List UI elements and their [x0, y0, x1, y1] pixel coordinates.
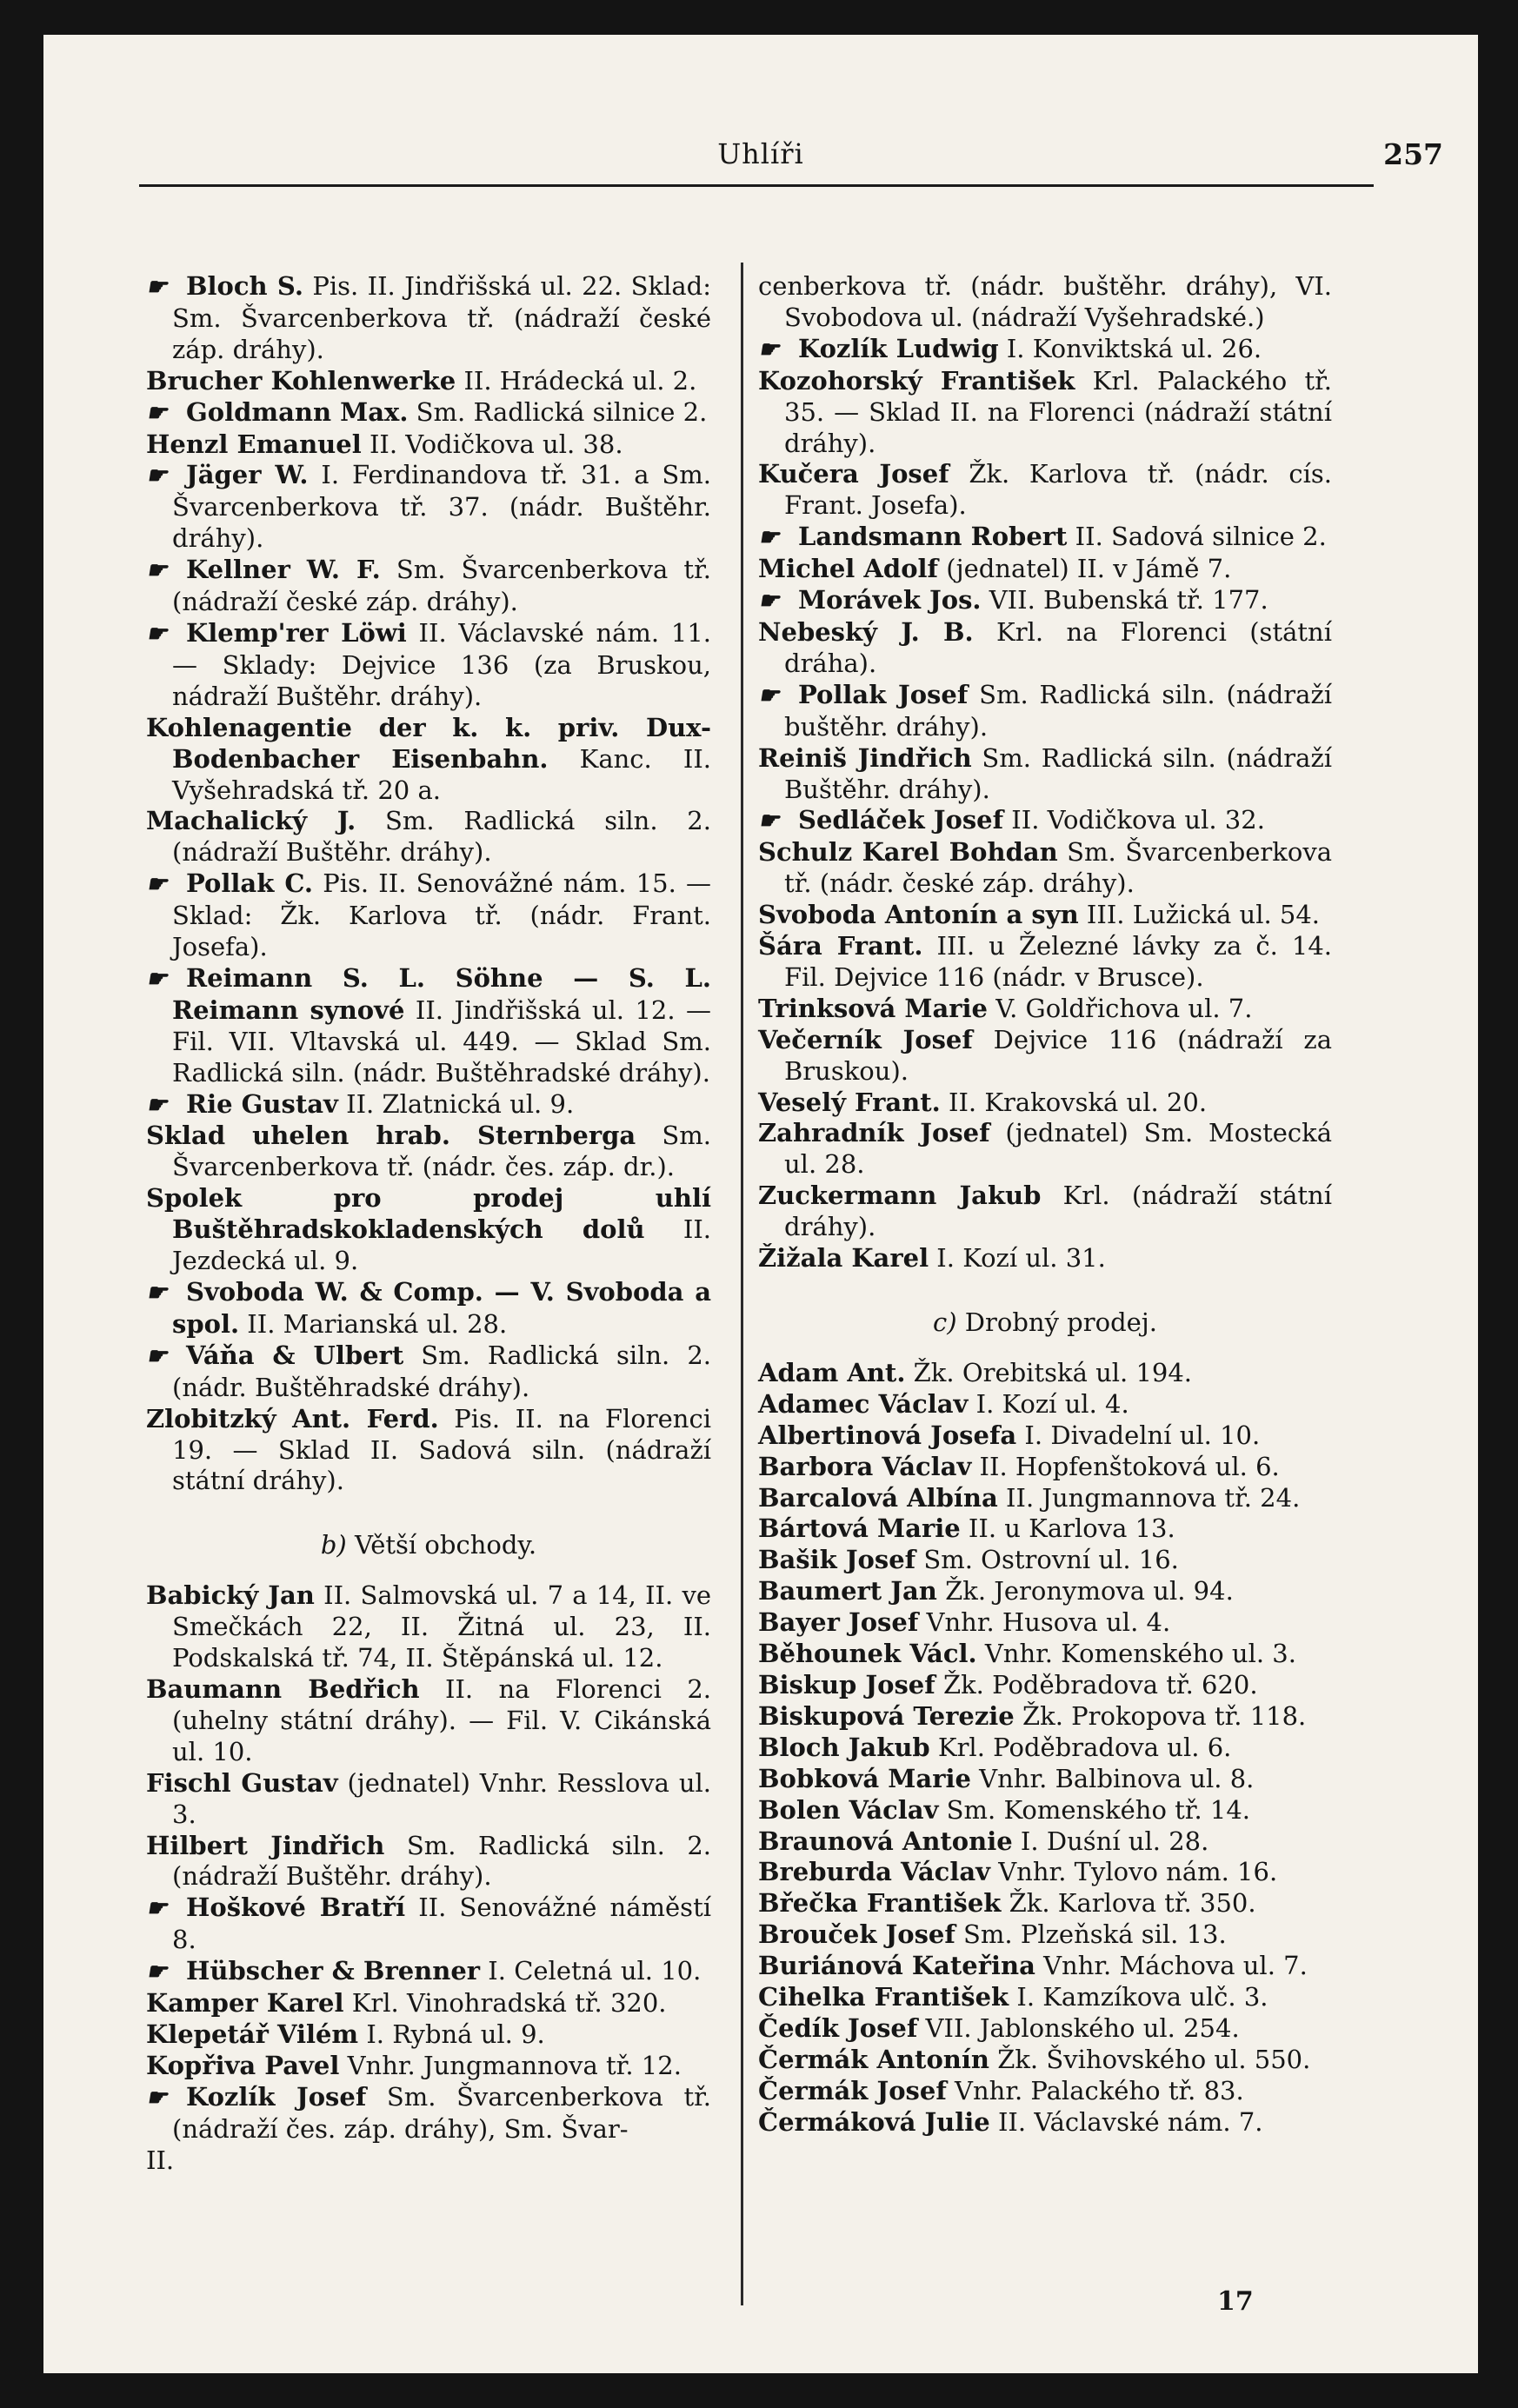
entry-name: Hübscher & Brenner — [186, 1956, 481, 1986]
entry-name: Bobková Marie — [758, 1763, 971, 1793]
directory-entry — [758, 1452, 1332, 1483]
entry-name: Trinksová Marie — [758, 993, 988, 1023]
entry-name: Goldmann Max. — [186, 396, 409, 427]
entry-address: II. Jezdecká ul. 9. — [172, 1214, 711, 1276]
entry-address: Vnhr. Máchova ul. 7. — [1035, 1951, 1308, 1981]
page-number: 257 — [1383, 137, 1443, 171]
entry-name: Fischl Gustav — [146, 1767, 338, 1798]
directory-entry — [758, 1951, 1332, 1982]
directory-entry — [146, 1892, 711, 1956]
pointing-hand-icon: ☛ — [146, 399, 167, 427]
entry-name: Jäger W. — [186, 460, 309, 490]
entry-address: Sm. Švarcenberkova tř. (nádraží čes. záp. dráhy), Sm. Švar- — [172, 2081, 711, 2144]
directory-entry — [146, 1340, 711, 1404]
directory-entry — [146, 713, 711, 807]
pointing-hand-icon: ☛ — [146, 965, 167, 993]
directory-entry — [146, 271, 711, 366]
directory-entry — [758, 1545, 1332, 1576]
left-column — [146, 271, 711, 2176]
entry-name: Hilbert Jindřich — [146, 1830, 385, 1860]
directory-entry — [758, 931, 1332, 994]
directory-entry — [758, 1389, 1332, 1420]
directory-entry — [758, 1243, 1332, 1274]
entry-name: Brucher Kohlenwerke — [146, 365, 456, 396]
entry-name: Kozohorský František — [758, 365, 1075, 396]
directory-entry — [758, 680, 1332, 743]
directory-entry — [758, 1857, 1332, 1888]
entry-address: VII. Bubenská tř. 177. — [981, 585, 1268, 615]
pointing-hand-icon: ☛ — [146, 1280, 167, 1307]
entry-name: Breburda Václav — [758, 1857, 990, 1887]
pointing-hand-icon: ☛ — [758, 588, 779, 615]
directory-entry — [758, 1639, 1332, 1670]
entry-name: Biskup Josef — [758, 1669, 935, 1700]
section-title: Drobný prodej. — [956, 1307, 1158, 1337]
entry-name: Sedláček Josef — [798, 805, 1004, 835]
directory-entry — [758, 1795, 1332, 1826]
pointing-hand-icon: ☛ — [758, 682, 779, 709]
directory-entry — [146, 1404, 711, 1498]
entry-name: Adam Ant. — [758, 1357, 906, 1387]
signature-mark: 17 — [1217, 2286, 1254, 2317]
entry-address: Sm. Radlická siln. 2. (nádraží Buštěhr. dráhy). — [172, 806, 711, 868]
entry-address: I. Konviktská ul. 26. — [998, 333, 1262, 363]
pointing-hand-icon: ☛ — [146, 274, 167, 301]
entry-name: Pollak C. — [186, 868, 314, 899]
directory-entry — [758, 1358, 1332, 1389]
entry-address: II. Jungmannova tř. 24. — [997, 1482, 1301, 1513]
directory-entry — [758, 1088, 1332, 1119]
entry-name: Veselý Frant. — [758, 1087, 941, 1117]
entry-name: Barcalová Albína — [758, 1482, 998, 1513]
entry-name: Morávek Jos. — [798, 585, 982, 615]
directory-entry — [146, 1580, 711, 1674]
entry-name: Kučera Josef — [758, 459, 949, 489]
header-rule — [139, 184, 1374, 187]
directory-entry — [146, 1988, 711, 2019]
entry-name: Bolen Václav — [758, 1794, 939, 1825]
left-footer-line: II. — [146, 2145, 175, 2175]
directory-entry — [758, 459, 1332, 522]
directory-entry — [146, 366, 711, 397]
entry-address: Žk. Prokopova tř. 118. — [1014, 1700, 1307, 1731]
entry-address: II. Jindřišská ul. 12. — Fil. VII. Vltavská ul. 449. — Sklad Sm. Radlická siln. (nádr. Buštěhradské dráhy). — [172, 994, 712, 1088]
entry-address: II. Václavské nám. 7. — [989, 2106, 1263, 2137]
entry-name: Svoboda W. & Comp. — V. Svoboda a spol. — [172, 1277, 711, 1339]
entry-address: Pis. II. na Florenci 19. — Sklad II. Sadová siln. (nádraží státní dráhy). — [172, 1403, 711, 1496]
entry-name: Čermáková Julie — [758, 2106, 990, 2137]
entry-name: Nebeský J. B. — [758, 616, 974, 647]
entry-address: Dejvice 116 (nádraží za Bruskou). — [784, 1024, 1332, 1086]
directory-entry — [758, 1982, 1332, 2013]
entry-name: Čermák Josef — [758, 2075, 947, 2105]
entry-name: Biskupová Terezie — [758, 1700, 1015, 1731]
entry-address: Pis. II. Jindřišská ul. 22. Sklad: Sm. Švarcenberkova tř. (nádraží české záp. dráhy). — [172, 271, 711, 364]
directory-entry — [758, 837, 1332, 900]
entry-address: Sm. Švarcenberkova tř. (nádr. české záp. dráhy). — [784, 837, 1332, 899]
entry-address: Krl. na Florenci (státní dráha). — [784, 616, 1332, 678]
pointing-hand-icon: ☛ — [146, 1959, 167, 1986]
section-c-heading — [758, 1307, 1332, 1339]
section-letter: b) — [320, 1530, 347, 1560]
entry-address: Vnhr. Komenského ul. 3. — [976, 1639, 1296, 1669]
entry-name: Břečka František — [758, 1888, 1002, 1919]
entry-address: II. u Karlova 13. — [960, 1513, 1175, 1544]
entry-address: Sm. Komenského tř. 14. — [938, 1794, 1251, 1825]
entry-address: Krl. (nádraží státní dráhy). — [784, 1181, 1332, 1242]
entry-address: Vnhr. Balbinova ul. 8. — [970, 1763, 1255, 1793]
directory-entry — [758, 743, 1332, 806]
entry-address: III. Lužická ul. 54. — [1078, 900, 1321, 930]
entry-address: Pis. II. Senovážné nám. 15. — Sklad: Žk. Karlova tř. (nádr. Frant. Josefa). — [172, 868, 711, 962]
entry-address: (jednatel) Sm. Mostecká ul. 28. — [784, 1118, 1332, 1180]
pointing-hand-icon: ☛ — [146, 1342, 167, 1370]
entry-name: Baumert Jan — [758, 1576, 937, 1606]
pointing-hand-icon: ☛ — [146, 871, 167, 899]
directory-entry — [758, 522, 1332, 554]
entry-name: Váňa & Ulbert — [186, 1340, 404, 1370]
entry-name: Rie Gustav — [186, 1088, 338, 1119]
entry-address: II. Salmovská ul. 7 a 14, II. ve Smečkách 22, II. Žitná ul. 23, II. Podskalská tř. 74, II. Štěpánská ul. 12. — [172, 1580, 711, 1673]
directory-entry — [146, 1956, 711, 1988]
entry-name: Braunová Antonie — [758, 1826, 1013, 1856]
entry-name: Barbora Václav — [758, 1451, 972, 1481]
entry-address: Sm. Radlická silnice 2. — [408, 396, 708, 427]
entry-name: Zlobitzký Ant. Ferd. — [146, 1403, 439, 1433]
entry-name: Brouček Josef — [758, 1919, 955, 1950]
entry-name: Baumann Bedřich — [146, 1673, 420, 1704]
entry-name: Schulz Karel Bohdan — [758, 837, 1058, 868]
entry-name: Šára Frant. — [758, 931, 923, 961]
pointing-hand-icon: ☛ — [758, 808, 779, 835]
directory-entry — [146, 1183, 711, 1277]
entry-name: Reiniš Jindřich — [758, 742, 972, 773]
entry-address: II. Marianská ul. 28. — [239, 1308, 508, 1339]
directory-entry — [758, 617, 1332, 680]
entry-address: II. Hrádecká ul. 2. — [456, 365, 697, 396]
entry-address: II. Sadová silnice 2. — [1067, 522, 1327, 552]
directory-entry — [758, 585, 1332, 617]
directory-entry — [146, 1831, 711, 1893]
entry-address: Žk. Orebitská ul. 194. — [905, 1357, 1193, 1387]
entry-address: I. Kamzíkova ulč. 3. — [1009, 1982, 1268, 2012]
entry-name: Bayer Josef — [758, 1607, 919, 1638]
running-head-title: Uhlíři — [717, 137, 804, 170]
entry-address: Sm. Radlická siln. 2. (nádr. Buštěhradské dráhy). — [172, 1340, 711, 1402]
directory-entry — [758, 1670, 1332, 1701]
entry-name: Čermák Antonín — [758, 2044, 989, 2074]
directory-entry — [758, 1701, 1332, 1733]
directory-entry — [758, 1420, 1332, 1452]
directory-entry — [146, 1277, 711, 1340]
entry-address: VII. Jablonského ul. 254. — [917, 2012, 1240, 2043]
directory-entry — [758, 2076, 1332, 2107]
directory-entry — [146, 1089, 711, 1121]
pointing-hand-icon: ☛ — [758, 524, 779, 552]
entry-name: Klemp'rer Löwi — [186, 617, 407, 648]
entry-name: Henzl Emanuel — [146, 429, 362, 459]
entry-address: Žk. Karlova tř. (nádr. cís. Frant. Josefa). — [784, 459, 1332, 521]
entry-name: Čedík Josef — [758, 2012, 918, 2043]
entry-address: Vnhr. Husova ul. 4. — [918, 1607, 1171, 1638]
entry-address: Žk. Poděbradova tř. 620. — [935, 1669, 1258, 1700]
directory-entry — [146, 555, 711, 618]
directory-entry — [758, 2013, 1332, 2045]
entry-address: I. Divadelní ul. 10. — [1016, 1420, 1261, 1450]
directory-entry — [146, 2019, 711, 2051]
entry-address: cenberkova tř. (nádr. buštěhr. dráhy), VI. Svobodova ul. (nádraží Vyšehradské.) — [758, 271, 1332, 332]
entry-address: Krl. Vinohradská tř. 320. — [343, 1988, 667, 2019]
directory-entry — [758, 1513, 1332, 1545]
entry-address: (jednatel) Vnhr. Resslova ul. 3. — [172, 1767, 711, 1829]
directory-entry — [758, 994, 1332, 1025]
directory-entry — [146, 618, 711, 713]
entry-name: Žižala Karel — [758, 1243, 929, 1274]
section-title: Větší obchody. — [346, 1530, 537, 1560]
directory-entry — [758, 1607, 1332, 1639]
entry-address: Sm. Radlická siln. (nádraží buštěhr. dráhy). — [784, 679, 1333, 742]
directory-entry — [758, 1483, 1332, 1514]
entry-address: Žk. Švihovského ul. 550. — [989, 2044, 1311, 2074]
entry-address: II. Vodičkova ul. 38. — [361, 429, 623, 459]
entry-address: Žk. Jeronymova ul. 94. — [936, 1576, 1234, 1606]
directory-entry — [146, 1121, 711, 1183]
directory-entry — [758, 1764, 1332, 1795]
column-divider — [741, 263, 743, 2305]
entry-name: Kohlenagentie der k. k. priv. Dux-Bodenbacher Eisenbahn. — [146, 712, 711, 774]
entry-name: Landsmann Robert — [798, 522, 1068, 552]
entry-address: III. u Železné lávky za č. 14. Fil. Dejvice 116 (nádr. v Brusce). — [784, 931, 1333, 992]
entry-name: Michel Adolf — [758, 554, 939, 584]
entry-name: Spolek pro prodej uhlí Buštěhradskokladenských dolů — [146, 1183, 711, 1245]
entry-name: Bloch Jakub — [758, 1732, 930, 1762]
entry-address: (jednatel) II. v Jámě 7. — [938, 554, 1232, 584]
book-page — [43, 35, 1478, 2373]
entry-name: Kozlík Ludwig — [798, 333, 999, 363]
entry-address: Vnhr. Palackého tř. 83. — [946, 2075, 1244, 2105]
entry-address: II. na Florenci 2. (uhelny státní dráhy). — Fil. V. Cikánská ul. 10. — [172, 1673, 712, 1766]
directory-entry — [758, 900, 1332, 931]
entry-name: Kamper Karel — [146, 1988, 344, 2019]
entry-name: Pollak Josef — [798, 679, 969, 709]
pointing-hand-icon: ☛ — [146, 1895, 167, 1923]
directory-entry — [758, 271, 1332, 334]
entry-address: I. Duśní ul. 28. — [1012, 1826, 1209, 1856]
entry-address: Sm. Radlická siln. 2. (nádraží Buštěhr. dráhy). — [172, 1830, 711, 1892]
pointing-hand-icon: ☛ — [758, 336, 779, 363]
right-column — [758, 271, 1332, 2139]
entry-name: Cihelka František — [758, 1982, 1009, 2012]
entry-address: I. Kozí ul. 31. — [929, 1243, 1106, 1274]
entry-address: Vnhr. Tylovo nám. 16. — [990, 1857, 1278, 1887]
entry-address: Vnhr. Jungmannova tř. 12. — [339, 2050, 682, 2080]
pointing-hand-icon: ☛ — [146, 462, 167, 490]
entry-name: Kozlík Josef — [186, 2081, 367, 2112]
entry-name: Klepetář Vilém — [146, 2019, 359, 2049]
entry-name: Zahradník Josef — [758, 1118, 990, 1148]
entry-name: Babický Jan — [146, 1580, 315, 1611]
entry-name: Hoškové Bratří — [186, 1892, 406, 1923]
entry-name: Zuckermann Jakub — [758, 1181, 1042, 1211]
entry-name: Kopřiva Pavel — [146, 2050, 340, 2080]
entry-address: I. Kozí ul. 4. — [968, 1388, 1129, 1419]
directory-entry — [146, 460, 711, 555]
directory-entry — [758, 1826, 1332, 1858]
directory-entry — [758, 2107, 1332, 2139]
directory-entry — [758, 805, 1332, 837]
entry-address: II. Krakovská ul. 20. — [940, 1087, 1208, 1117]
entry-address: V. Goldřichova ul. 7. — [988, 993, 1253, 1023]
entry-address: I. Celetná ul. 10. — [480, 1956, 702, 1986]
directory-entry — [758, 554, 1332, 585]
directory-entry — [758, 2045, 1332, 2076]
entry-address: Krl. Poděbradova ul. 6. — [929, 1732, 1232, 1762]
entry-address: Krl. Palackého tř. 35. — Sklad II. na Florenci (nádraží státní dráhy). — [784, 365, 1333, 458]
directory-entry — [146, 2051, 711, 2082]
left-bottom-list — [146, 1580, 711, 2145]
entry-name: Sklad uhelen hrab. Sternberga — [146, 1121, 636, 1151]
right-top-list — [758, 271, 1332, 1274]
entry-name: Běhounek Václ. — [758, 1639, 977, 1669]
directory-entry — [146, 868, 711, 963]
entry-name: Bašik Josef — [758, 1545, 916, 1575]
entry-address: II. Senovážné náměstí 8. — [172, 1892, 711, 1955]
left-top-list — [146, 271, 711, 1497]
entry-address: II. Hopfenštoková ul. 6. — [971, 1451, 1280, 1481]
entry-name: Večerník Josef — [758, 1024, 973, 1054]
entry-address: I. Ferdinandova tř. 31. a Sm. Švarcenberkova tř. 37. (nádr. Buštěhr. dráhy). — [172, 460, 712, 554]
entry-name: Kellner W. F. — [186, 555, 381, 585]
directory-entry — [758, 1919, 1332, 1951]
entry-address: Žk. Karlova tř. 350. — [1001, 1888, 1256, 1919]
directory-entry — [146, 1768, 711, 1831]
entry-name: Machalický J. — [146, 806, 356, 836]
entry-address: Sm. Švarcenberkova tř. (nádraží české záp. dráhy). — [172, 555, 711, 617]
directory-entry — [146, 806, 711, 868]
entry-name: Reimann S. L. Söhne — S. L. Reimann synové — [172, 962, 711, 1025]
entry-name: Albertinová Josefa — [758, 1420, 1017, 1450]
directory-entry — [758, 1576, 1332, 1607]
directory-entry — [758, 1025, 1332, 1088]
section-letter: c) — [932, 1307, 957, 1337]
entry-name: Svoboda Antonín a syn — [758, 900, 1079, 930]
entry-name: Bártová Marie — [758, 1513, 961, 1544]
directory-entry — [758, 366, 1332, 460]
entry-address: II. Václavské nám. 11. — Sklady: Dejvice 136 (za Bruskou, nádraží Buštěhr. dráhy). — [172, 617, 711, 711]
entry-address: II. Zlatnická ul. 9. — [337, 1088, 575, 1119]
directory-entry — [758, 1181, 1332, 1243]
entry-address: II. Vodičkova ul. 32. — [1003, 805, 1265, 835]
entry-address: Sm. Radlická siln. (nádraží Buštěhr. dráhy). — [784, 742, 1332, 804]
directory-entry — [758, 1888, 1332, 1919]
entry-name: Bloch S. — [186, 271, 303, 301]
entry-name: Adamec Václav — [758, 1388, 969, 1419]
directory-entry — [146, 963, 711, 1089]
directory-entry — [758, 1118, 1332, 1181]
pointing-hand-icon: ☛ — [146, 557, 167, 585]
pointing-hand-icon: ☛ — [146, 1091, 167, 1119]
directory-entry — [758, 334, 1332, 366]
directory-entry — [146, 2082, 711, 2145]
pointing-hand-icon: ☛ — [146, 2084, 167, 2112]
right-bottom-list — [758, 1358, 1332, 2139]
directory-entry — [146, 429, 711, 461]
pointing-hand-icon: ☛ — [146, 620, 167, 648]
entry-name: Buriánová Kateřina — [758, 1951, 1035, 1981]
section-b-heading — [146, 1530, 711, 1561]
entry-address: Sm. Plzeňská sil. 13. — [955, 1919, 1227, 1950]
entry-address: Kanc. II. Vyšehradská tř. 20 a. — [172, 743, 711, 805]
entry-address: Sm. Ostrovní ul. 16. — [915, 1545, 1179, 1575]
entry-address: Sm. Švarcenberkova tř. (nádr. čes. záp. dr.). — [172, 1121, 711, 1182]
entry-address: I. Rybná ul. 9. — [358, 2019, 545, 2049]
directory-entry — [146, 397, 711, 429]
directory-entry — [146, 1674, 711, 1768]
directory-entry — [758, 1733, 1332, 1764]
